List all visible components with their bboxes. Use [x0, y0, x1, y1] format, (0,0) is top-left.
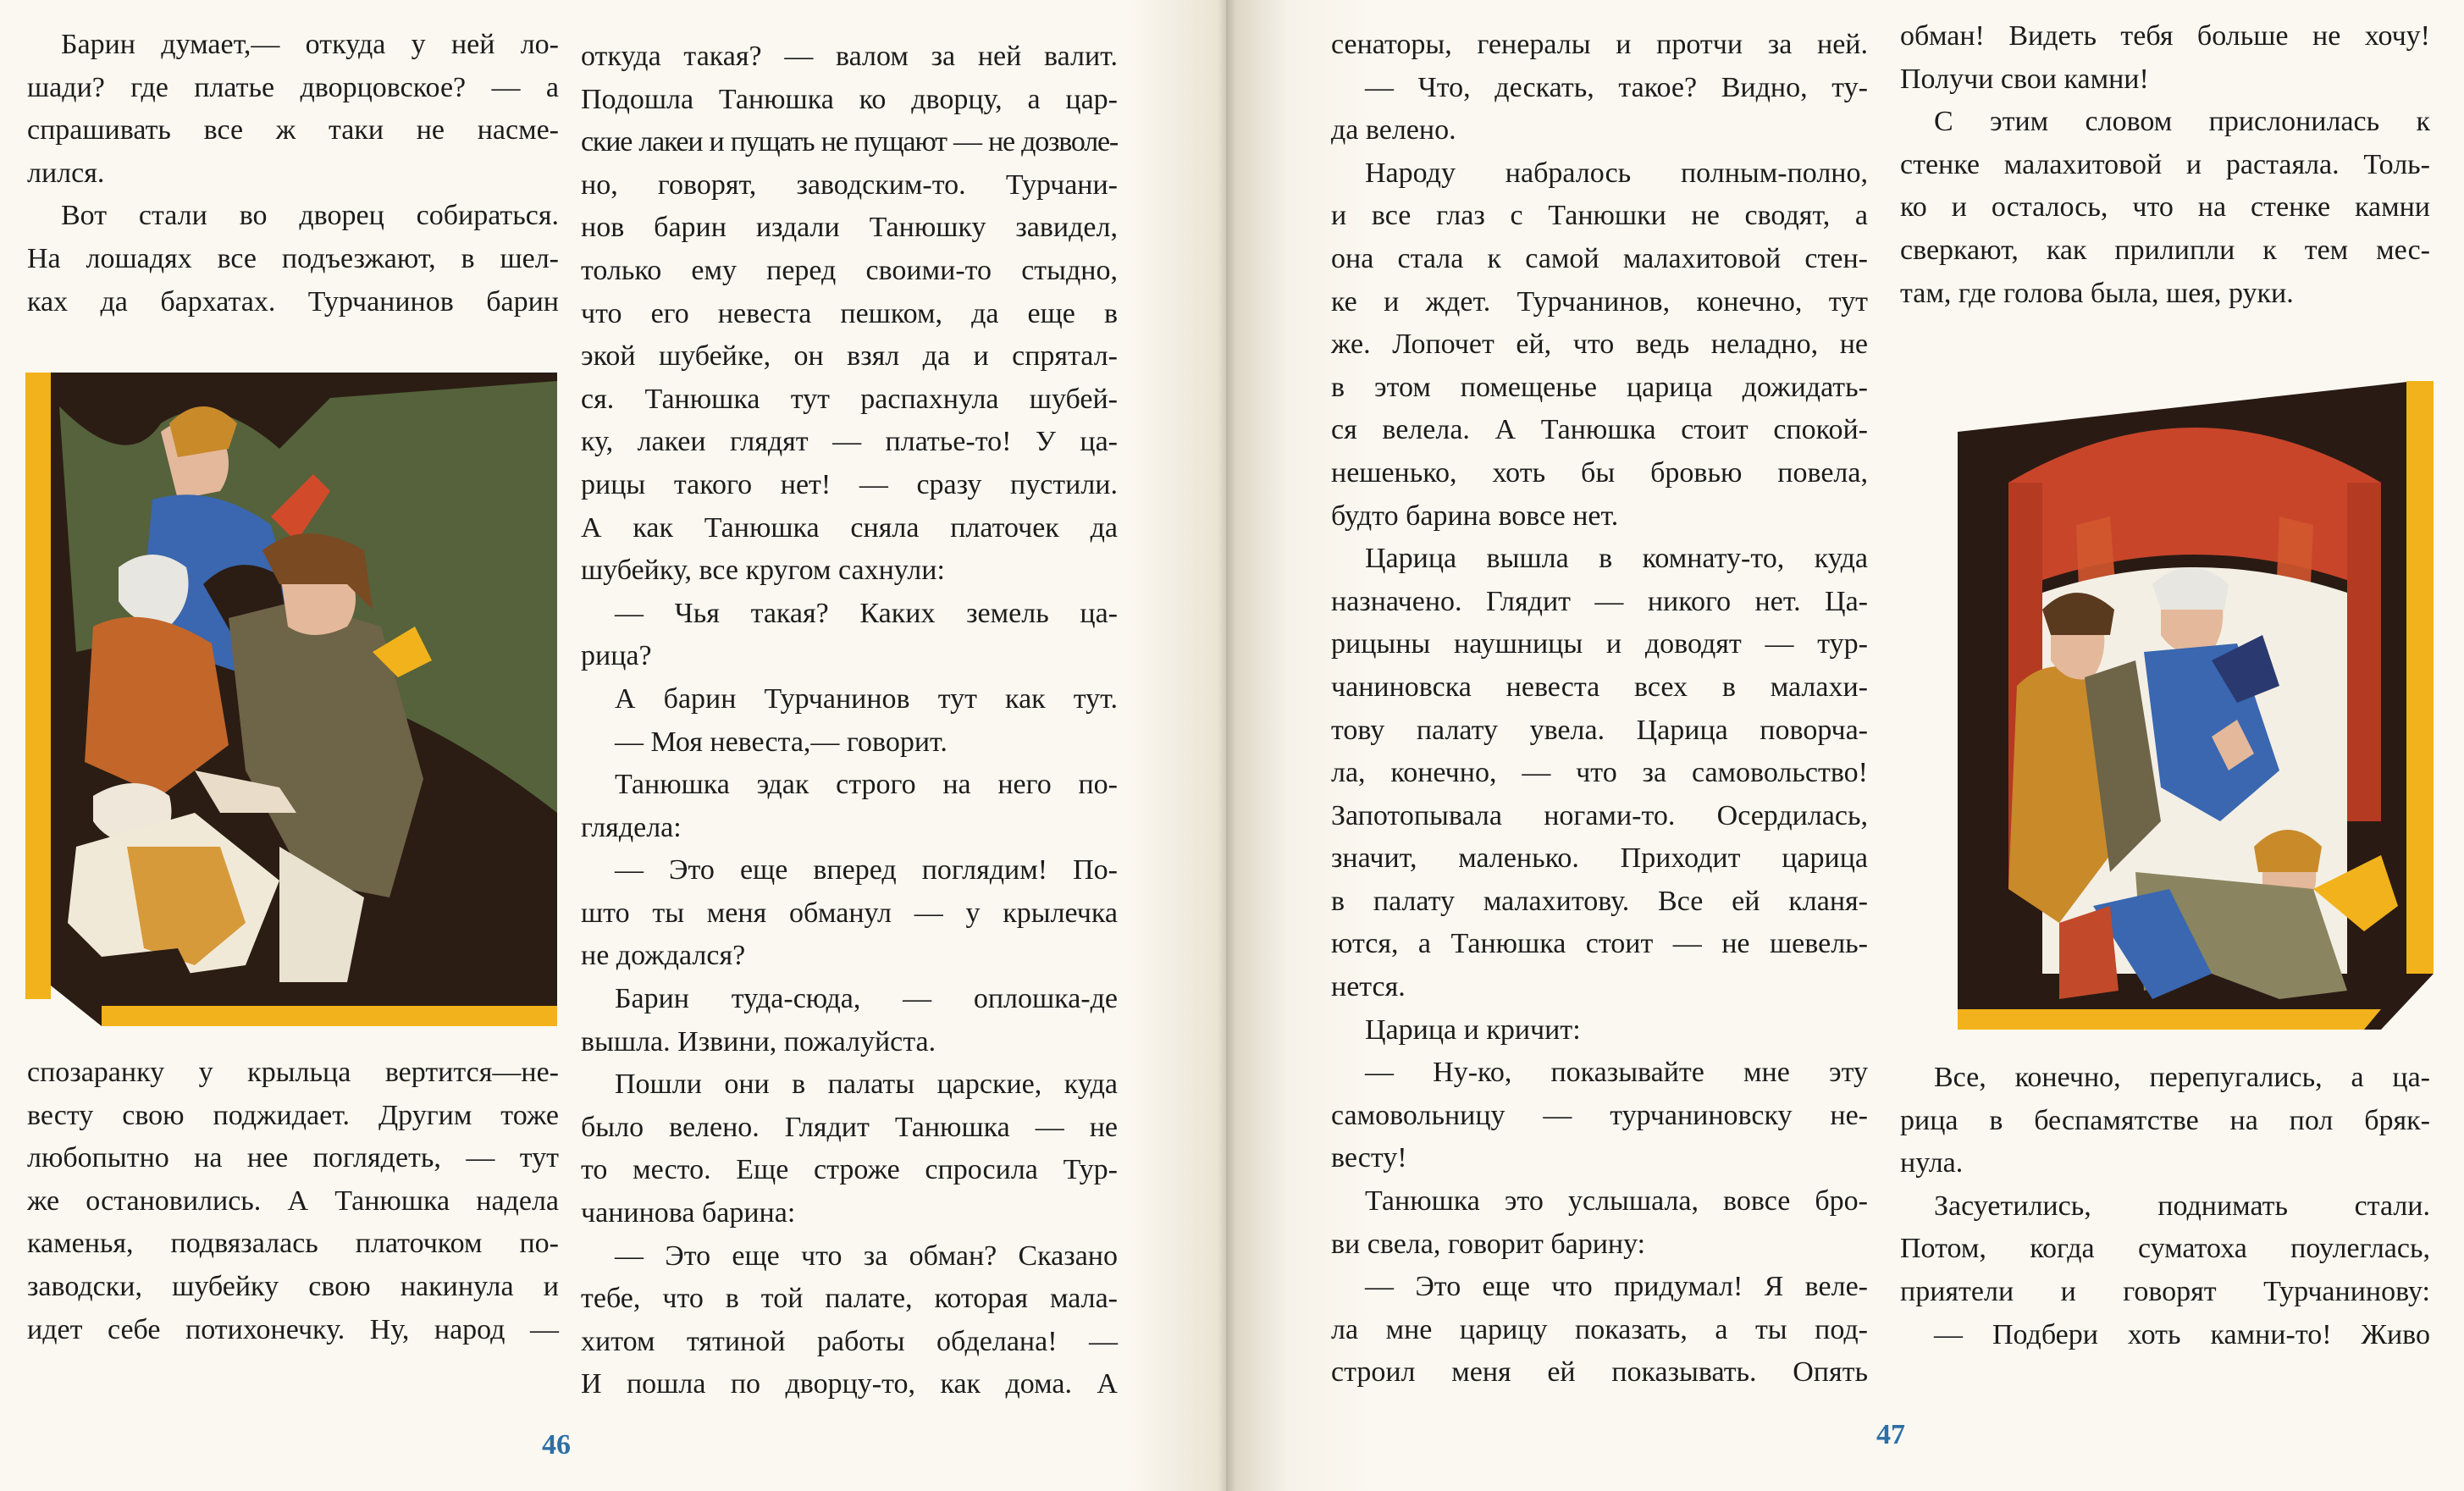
text-line: Царица и кричит: — [1365, 1013, 1581, 1046]
text-line: тову палату увела. Царица поворча- — [1331, 714, 1868, 746]
text-line: А барин Турчанинов тут как тут. — [615, 682, 1118, 715]
text-line: только ему перед своими-то стыдно, — [581, 254, 1118, 286]
text-line: Танюшка эдак строго на него по- — [615, 769, 1118, 801]
text-line: нов барин издали Танюшку завидел, — [581, 212, 1118, 244]
text-line: На лошадях все подъезжают, в шел- — [27, 242, 559, 274]
text-line: да велено. — [1331, 114, 1456, 146]
text-line: ются, а Танюшка стоит — не шевель- — [1331, 928, 1868, 960]
text-line: ся. Танюшка тут распахнула шубей- — [581, 383, 1118, 415]
page-number-right: 47 — [1876, 1419, 1905, 1450]
page-number-left: 46 — [542, 1429, 571, 1461]
text-line: откуда такая? — валом за ней валит. — [581, 41, 1118, 72]
text-line: — Моя невеста,— говорит. — [615, 726, 947, 758]
text-line: лился. — [27, 157, 105, 189]
text-line: ла мне царицу показать, а ты под- — [1331, 1313, 1868, 1345]
left-column-1-top — [27, 24, 559, 323]
text-line: идет себе потихонечку. Ну, народ — — [27, 1313, 559, 1345]
text-line: хитом тятиной работы обделана! — — [581, 1325, 1118, 1357]
text-line: Потом, когда суматоха поулеглась, — [1900, 1233, 2430, 1265]
text-line: в этом помещенье царица дожидать- — [1331, 371, 1868, 403]
text-line: нешенько, хоть бы бровью повела, — [1331, 456, 1868, 489]
text-line: Барин туда-сюда, — оплошка-де — [615, 983, 1118, 1015]
text-line: — Подбери хоть камни-то! Живо — [1934, 1318, 2430, 1350]
text-line: нется. — [1331, 971, 1406, 1003]
right-column-2-top — [1900, 15, 2430, 315]
text-line: ви свела, говорит барину: — [1331, 1228, 1646, 1260]
text-line: она стала к самой малахитовой стен- — [1331, 242, 1868, 274]
text-line: Засуетились, поднимать стали. — [1934, 1190, 2430, 1222]
text-line: Получи свои камни! — [1900, 63, 2149, 95]
text-line: Народу набралось полным-полно, — [1365, 157, 1868, 189]
text-line: Подошла Танюшка ко дворцу, а цар- — [581, 83, 1118, 115]
text-line: Танюшка это услышала, вовсе бро- — [1365, 1185, 1868, 1218]
text-line: спрашивать все ж таки не насме- — [27, 114, 559, 146]
text-line: сверкают, как прилипли к тем мес- — [1900, 234, 2430, 266]
text-line: — Это еще что за обман? Сказано — [615, 1240, 1118, 1272]
text-line: ке и ждет. Турчанинов, конечно, тут — [1331, 285, 1868, 318]
text-line: чанинова барина: — [581, 1197, 796, 1229]
left-column-2 — [581, 36, 1118, 1406]
text-line: назначено. Глядит — никого нет. Ца- — [1331, 585, 1868, 617]
text-line: ские лакеи и пущать не пущают — не дозволе- — [581, 126, 1118, 158]
text-line: же остановились. А Танюшка надела — [27, 1185, 559, 1217]
text-line: — Ну-ко, показывайте мне эту — [1365, 1057, 1868, 1089]
text-line: рица в беспамятстве на пол бряк- — [1900, 1104, 2430, 1136]
text-line: чаниновска невеста всех в малахи- — [1331, 671, 1868, 703]
text-line: Вот стали во дворец собираться. — [61, 200, 559, 232]
text-line: Царица вышла в комнату-то, куда — [1365, 543, 1868, 575]
right-column-2-bottom — [1900, 1057, 2430, 1356]
text-line: Пошли они в палаты царские, куда — [615, 1069, 1118, 1101]
text-line: и все глаз с Танюшки не сводят, а — [1331, 200, 1868, 232]
text-line: ко и осталось, что на стенке камни — [1900, 191, 2430, 224]
text-line: вышла. Извини, пожалуйста. — [581, 1025, 936, 1058]
text-line: — Это еще вперед поглядим! По- — [615, 854, 1118, 886]
text-line: што ты меня обманул — у крылечка — [581, 897, 1118, 929]
text-line: С этим словом прислонилась к — [1934, 106, 2430, 138]
text-line: — Это еще что придумал! Я веле- — [1365, 1271, 1868, 1303]
text-line: ках да бархатах. Турчанинов барин — [27, 285, 559, 318]
text-line: строил меня ей показывать. Опять — [1331, 1356, 1868, 1389]
text-line: Запотопывала ногами-то. Осердилась, — [1331, 799, 1868, 831]
text-line: значит, маленько. Приходит царица — [1331, 842, 1868, 875]
text-line: будто барина вовсе нет. — [1331, 500, 1619, 532]
text-line: спозаранку у крыльца вертится—не- — [27, 1057, 559, 1088]
right-column-1 — [1331, 24, 1868, 1394]
text-line: рицы такого нет! — сразу пустили. — [581, 468, 1118, 500]
book-gutter — [1218, 0, 1236, 1491]
text-line: рицыны наушницы и доводят — тур- — [1331, 628, 1868, 660]
text-line: сенаторы, генералы и протчи за ней. — [1331, 29, 1868, 60]
text-line: ла, конечно, — что за самовольство! — [1331, 757, 1868, 789]
left-column-1-bottom — [27, 1052, 559, 1351]
text-line: нула. — [1900, 1147, 1964, 1179]
text-line: Все, конечно, перепугались, а ца- — [1934, 1062, 2430, 1093]
text-line: весту! — [1331, 1142, 1407, 1174]
text-line: И пошла по дворцу-то, как дома. А — [581, 1368, 1118, 1400]
text-line: обман! Видеть тебя больше не хочу! — [1900, 20, 2430, 52]
text-line: Барин думает,— откуда у ней ло- — [61, 29, 559, 60]
text-line: каменья, подвязалась платочком по- — [27, 1228, 559, 1260]
text-line: самовольницу — турчаниновску не- — [1331, 1099, 1868, 1131]
text-line: ся велела. А Танюшка стоит спокой- — [1331, 414, 1868, 446]
text-line: там, где голова была, шея, руки. — [1900, 277, 2294, 309]
text-line: ку, лакеи глядят — платье-то! У ца- — [581, 426, 1118, 458]
text-line: стенке малахитовой и растаяла. Толь- — [1900, 148, 2430, 180]
text-line: шади? где платье дворцовское? — а — [27, 71, 559, 103]
text-line: — Что, дескать, такое? Видно, ту- — [1365, 71, 1868, 103]
text-line: рица? — [581, 640, 652, 672]
text-line: что его невеста пешком, да еще в — [581, 297, 1118, 329]
text-line: было велено. Глядит Танюшка — не — [581, 1111, 1118, 1143]
text-line: заводски, шубейку свою накинула и — [27, 1270, 559, 1302]
text-line: не дождался? — [581, 940, 746, 972]
text-line: А как Танюшка сняла платочек да — [581, 511, 1118, 544]
text-line: приятели и говорят Турчанинову: — [1900, 1275, 2430, 1307]
text-line: то место. Еще строже спросила Тур- — [581, 1154, 1118, 1186]
text-line: весту свою поджидает. Другим тоже — [27, 1099, 559, 1131]
nobles-before-curtain-illustration — [1958, 381, 2434, 1030]
text-line: экой шубейке, он взял да и спрятал- — [581, 340, 1118, 373]
courtiers-falling-illustration — [25, 373, 557, 1026]
text-line: глядела: — [581, 811, 682, 843]
text-line: любопытно на нее поглядеть, — тут — [27, 1142, 559, 1174]
text-line: шубейку, все кругом сахнули: — [581, 555, 945, 587]
text-line: но, говорят, заводским-то. Турчани- — [581, 168, 1118, 201]
text-line: тебе, что в той палате, которая мала- — [581, 1283, 1118, 1315]
text-line: в палату малахитову. Все ей кланя- — [1331, 885, 1868, 917]
text-line: — Чья такая? Каких земель ца- — [615, 597, 1118, 629]
text-line: же. Лопочет ей, что ведь неладно, не — [1331, 329, 1868, 361]
